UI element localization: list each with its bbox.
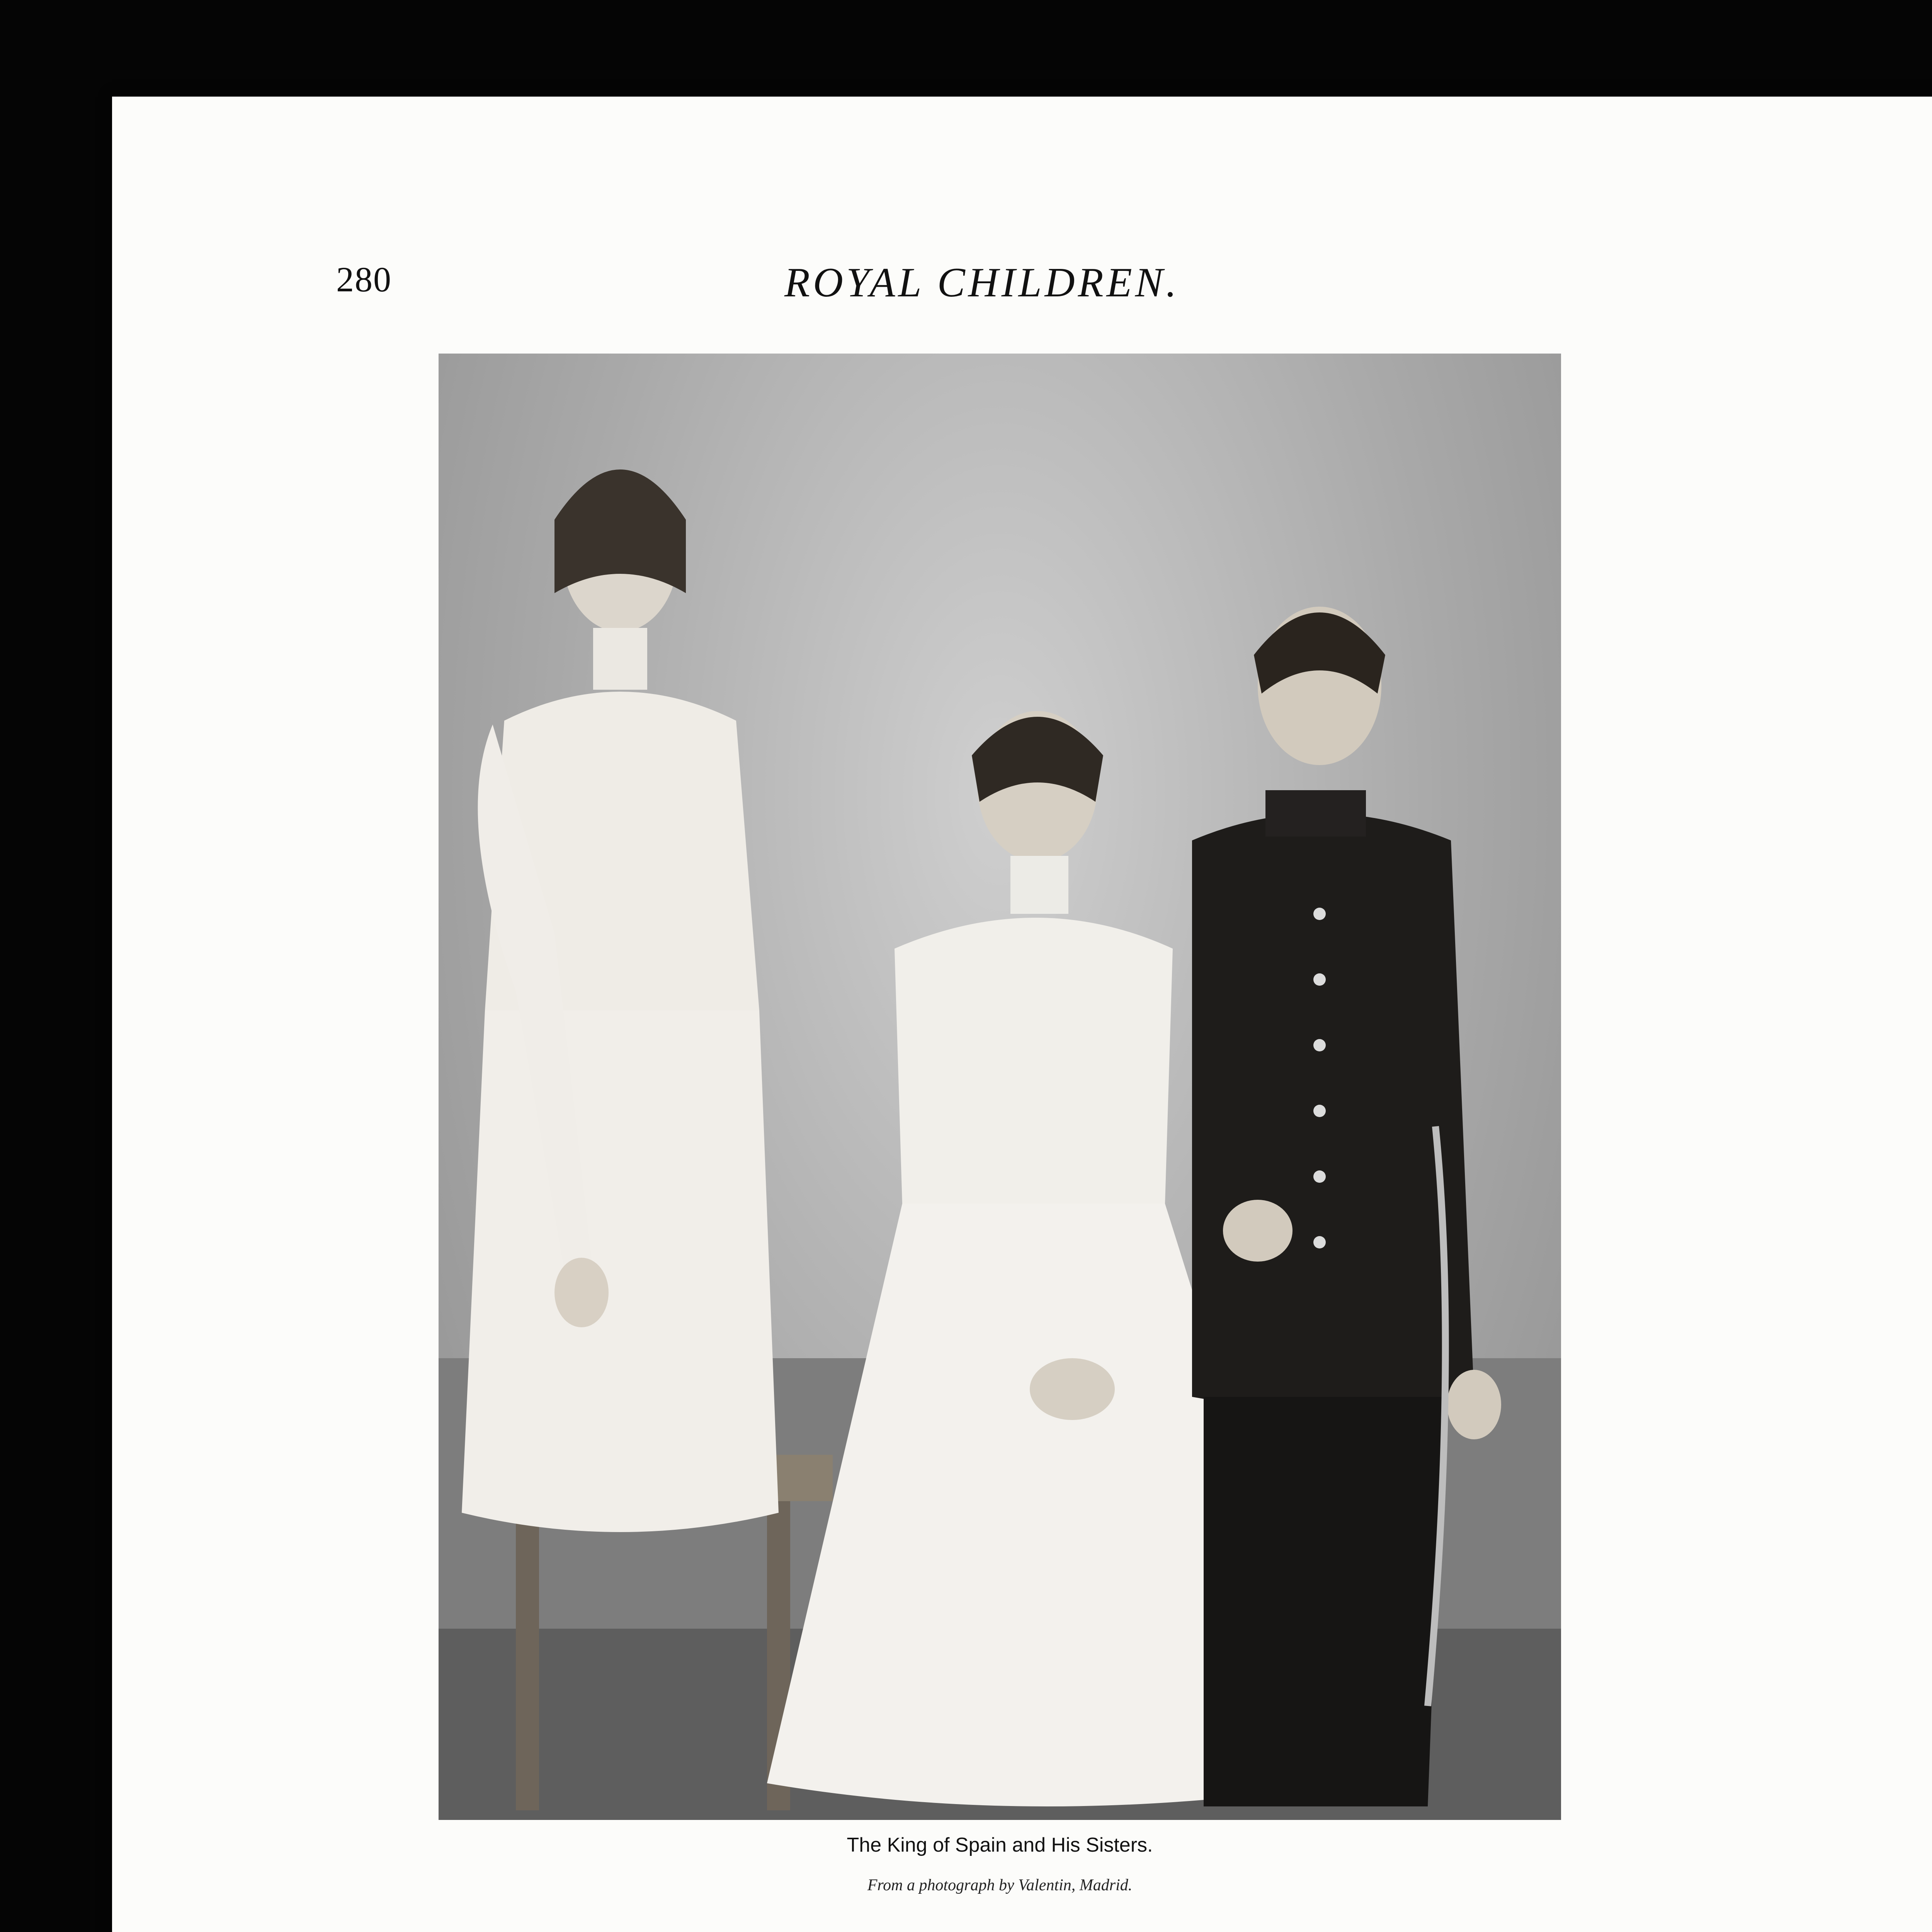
figure-caption: The King of Spain and His Sisters. xyxy=(847,1834,1153,1856)
figure-credit: From a photograph by Valentin, Madrid. xyxy=(867,1876,1133,1894)
running-title: ROYAL CHILDREN. xyxy=(784,260,1180,306)
running-head xyxy=(336,259,1225,309)
page-number: 280 xyxy=(336,260,392,299)
photograph-king-of-spain-and-sisters xyxy=(439,354,1561,1820)
